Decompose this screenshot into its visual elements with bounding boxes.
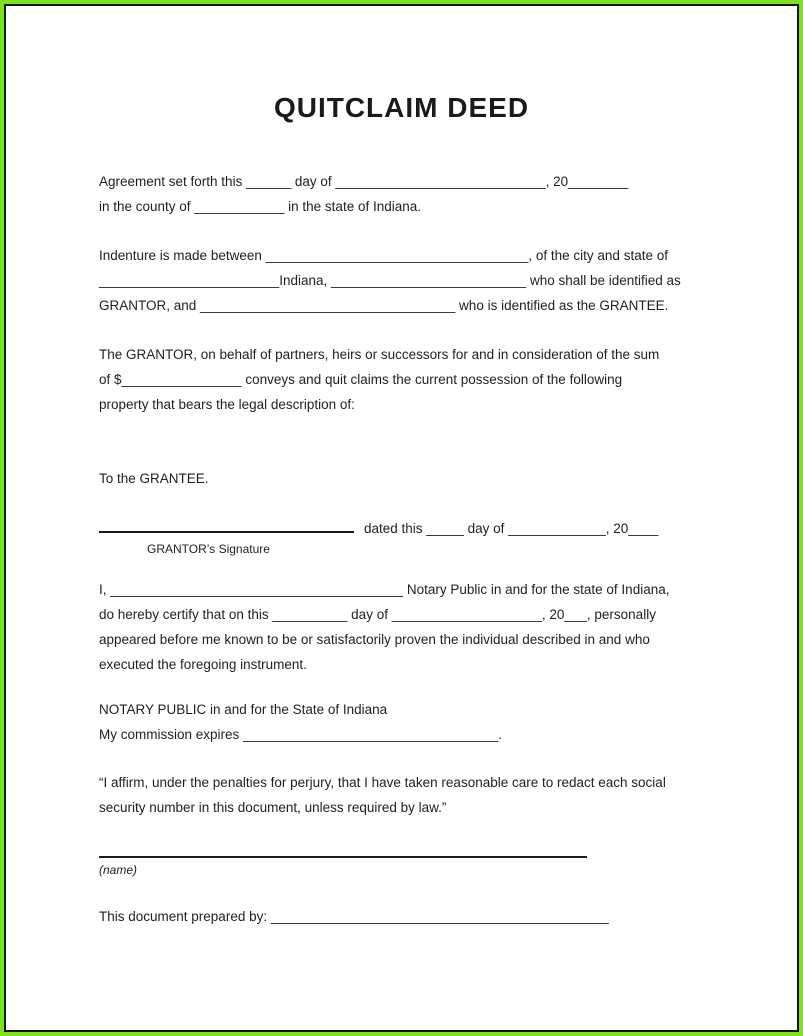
grantor-signature-label: GRANTOR’s Signature xyxy=(147,542,270,556)
consideration-line-1: The GRANTOR, on behalf of partners, heirs or successors for and in consideration of the sum xyxy=(99,347,660,362)
signature-dated-text: dated this _____ day of _____________, 20____ xyxy=(364,521,659,536)
page xyxy=(4,4,799,1032)
notary-line-1: I, _______________________________________ Notary Public in and for the state of Indiana, xyxy=(99,582,670,597)
opening-line-2: in the county of ____________ in the state of Indiana. xyxy=(99,199,422,214)
notary-line-4: executed the foregoing instrument. xyxy=(99,657,307,672)
notary-paragraph xyxy=(99,577,704,677)
consideration-line-2: of $________________ conveys and quit claims the current possession of the following xyxy=(99,372,623,387)
consideration-line-3: property that bears the legal description of: xyxy=(99,397,355,412)
opening-paragraph xyxy=(99,169,704,219)
indenture-line-1: Indenture is made between ___________________________________, of the city and state of xyxy=(99,248,668,263)
notary-commission-line: My commission expires __________________________________. xyxy=(99,727,503,742)
document-content xyxy=(6,90,797,929)
opening-line-1: Agreement set forth this ______ day of ____________________________, 20________ xyxy=(99,174,629,189)
grantor-signature-line xyxy=(99,519,354,533)
notary-title-block xyxy=(99,697,704,747)
name-signature-line xyxy=(99,856,587,858)
notary-title-line: NOTARY PUBLIC in and for the State of Indiana xyxy=(99,702,388,717)
indenture-line-3: GRANTOR, and __________________________________ who is identified as the GRANTEE. xyxy=(99,298,669,313)
grantor-signature-row xyxy=(99,516,704,541)
document-title: QUITCLAIM DEED xyxy=(273,92,530,123)
affirmation-line-1: “I affirm, under the penalties for perjury, that I have taken reasonable care to redact each social xyxy=(99,775,666,790)
consideration-paragraph xyxy=(99,342,704,417)
prepared-by-line: This document prepared by: _____________________________________________ xyxy=(99,909,609,924)
name-label: (name) xyxy=(99,863,138,877)
affirmation-paragraph xyxy=(99,770,704,820)
notary-line-2: do hereby certify that on this __________ day of ____________________, 20___, personally xyxy=(99,607,656,622)
indenture-paragraph xyxy=(99,243,704,318)
affirmation-line-2: security number in this document, unless required by law.” xyxy=(99,800,447,815)
grantee-line: To the GRANTEE. xyxy=(99,471,209,486)
indenture-line-2: ________________________Indiana, __________________________ who shall be identified as xyxy=(99,273,681,288)
notary-line-3: appeared before me known to be or satisfactorily proven the individual described in and who xyxy=(99,632,650,647)
